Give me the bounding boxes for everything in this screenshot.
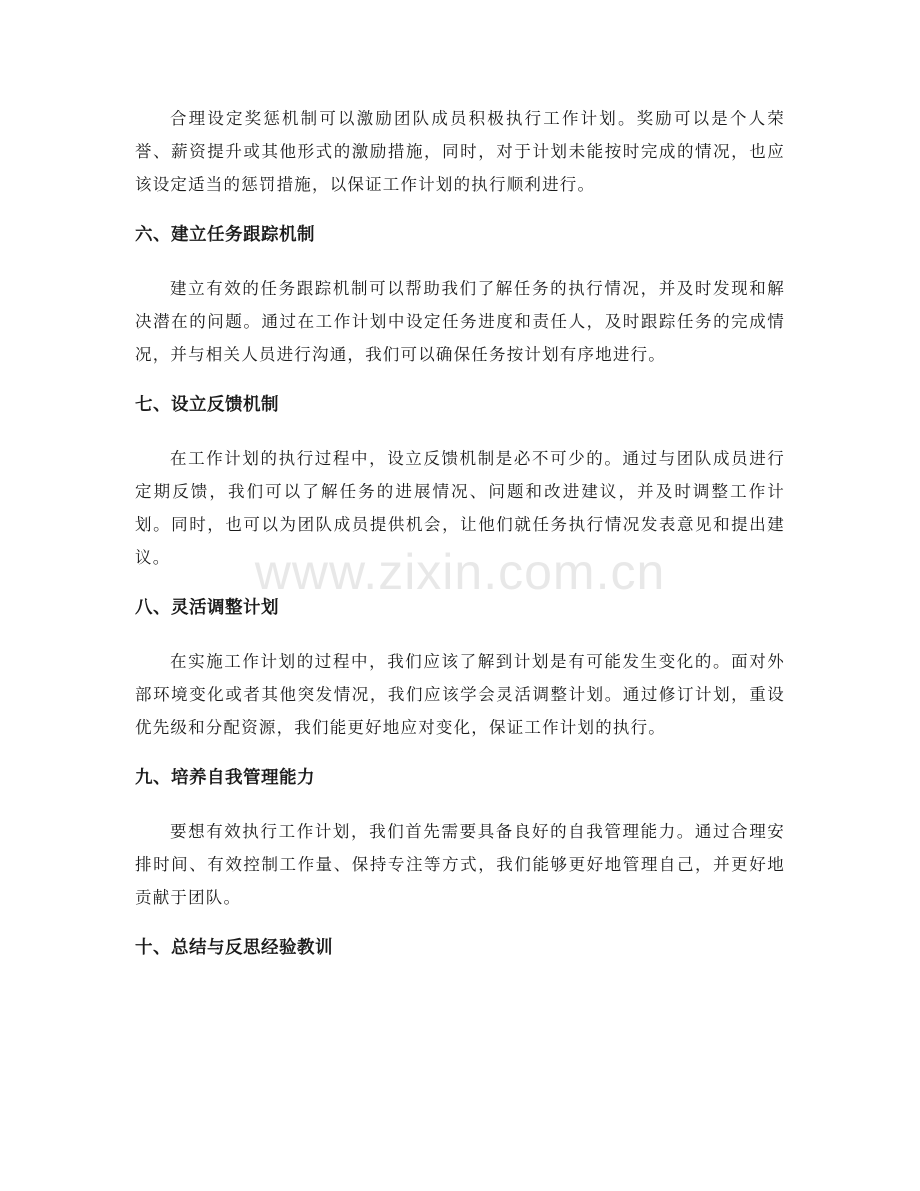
section-paragraph-9: 要想有效执行工作计划，我们首先需要具备良好的自我管理能力。通过合理安排时间、有效控制工作量、保持专注等方式，我们能够更好地管理自己，并更好地贡献于团队。 bbox=[135, 822, 785, 907]
section-heading-8: 八、灵活调整计划 bbox=[135, 598, 279, 618]
section-paragraph-8: 在实施工作计划的过程中，我们应该了解到计划是有可能发生变化的。面对外部环境变化或者其他突发情况，我们应该学会灵活调整计划。通过修订计划，重设优先级和分配资源，我们能更好地应对变化，保证工作计划的执行。 bbox=[135, 652, 785, 737]
watermark: www.zixin.com.cn bbox=[254, 544, 666, 600]
section-paragraph-6: 建立有效的任务跟踪机制可以帮助我们了解任务的执行情况，并及时发现和解决潜在的问题。通过在工作计划中设定任务进度和责任人，及时跟踪任务的完成情况，并与相关人员进行沟通，我们可以确保任务按计划有序地进行。 bbox=[135, 279, 785, 364]
section-heading-9: 九、培养自我管理能力 bbox=[135, 768, 315, 788]
section-heading-6: 六、建立任务跟踪机制 bbox=[135, 225, 315, 245]
intro-paragraph: 合理设定奖惩机制可以激励团队成员积极执行工作计划。奖励可以是个人荣誉、薪资提升或其他形式的激励措施，同时，对于计划未能按时完成的情况，也应该设定适当的惩罚措施，以保证工作计划的执行顺利进行。 bbox=[135, 109, 785, 194]
section-heading-10: 十、总结与反思经验教训 bbox=[135, 938, 333, 958]
document-body bbox=[135, 102, 785, 965]
section-paragraph-7: 在工作计划的执行过程中，设立反馈机制是必不可少的。通过与团队成员进行定期反馈，我们可以了解任务的进展情况、问题和改进建议，并及时调整工作计划。同时，也可以为团队成员提供机会，让他们就任务执行情况发表意见和提出建议。 bbox=[135, 449, 785, 567]
section-heading-7: 七、设立反馈机制 bbox=[135, 395, 279, 415]
